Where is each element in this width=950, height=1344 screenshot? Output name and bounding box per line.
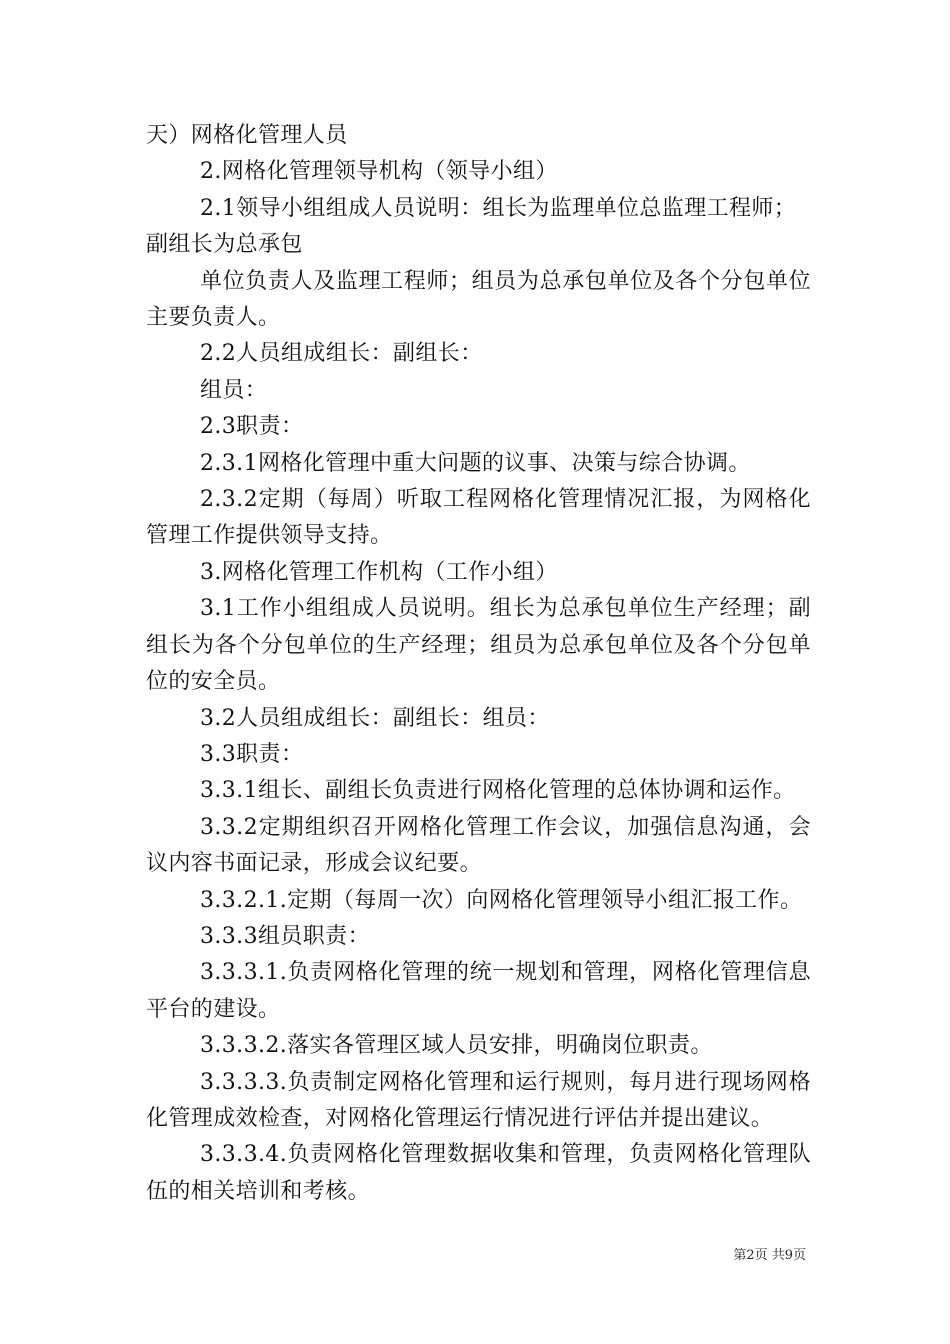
paragraph: 2.网格化管理领导机构（领导小组） [200,159,558,185]
paragraph: 3.3.3.3.负责制定网格化管理和运行规则，每月进行现场网格化管理成效检查，对网格化管理运行情况进行评估并提出建议。 [146,1069,811,1131]
paragraph: 3.网格化管理工作机构（工作小组） [200,559,558,585]
paragraph: 副组长为总承包 [146,232,303,258]
paragraph: 3.3.3.4.负责网格化管理数据收集和管理，负责网格化管理队伍的相关培训和考核。 [146,1142,811,1204]
paragraph: 3.3.3组员职责： [200,923,370,949]
paragraph: 3.3.2定期组织召开网格化管理工作会议，加强信息沟通，会议内容书面记录，形成会议纪要。 [146,814,811,877]
paragraph: 3.3.3.2.落实各管理区域人员安排，明确岗位职责。 [200,1033,713,1059]
paragraph: 2.2人员组成组长：副组长： [200,341,483,367]
paragraph: 组员： [200,377,268,403]
paragraph: 2.3.2定期（每周）听取工程网格化管理情况汇报，为网格化管理工作提供领导支持。 [146,487,811,549]
paragraph: 3.3.1组长、副组长负责进行网格化管理的总体协调和运作。 [200,778,796,804]
paragraph: 3.3.3.1.负责网格化管理的统一规划和管理，网格化管理信息平台的建设。 [146,960,811,1022]
paragraph: 2.1领导小组组成人员说明：组长为监理单位总监理工程师； [200,195,797,221]
paragraph: 3.1工作小组组成人员说明。组长为总承包单位生产经理；副组长为各个分包单位的生产经理；组员为总承包单位及各个分包单位的安全员。 [146,596,811,695]
paragraph: 2.3职责： [200,414,304,440]
paragraph: 2.3.1网格化管理中重大问题的议事、决策与综合协调。 [200,450,751,476]
paragraph: 天）网格化管理人员 [146,123,348,148]
paragraph: 单位负责人及监理工程师；组员为总承包单位及各个分包单位主要负责人。 [146,268,811,331]
paragraph: 3.3职责： [200,741,304,767]
paragraph: 3.2人员组成组长：副组长：组员： [200,705,550,731]
paragraph: 3.3.2.1.定期（每周一次）向网格化管理领导小组汇报工作。 [200,887,803,913]
document-body [146,118,811,1210]
page-number: 第2页 共9页 [733,1248,806,1263]
